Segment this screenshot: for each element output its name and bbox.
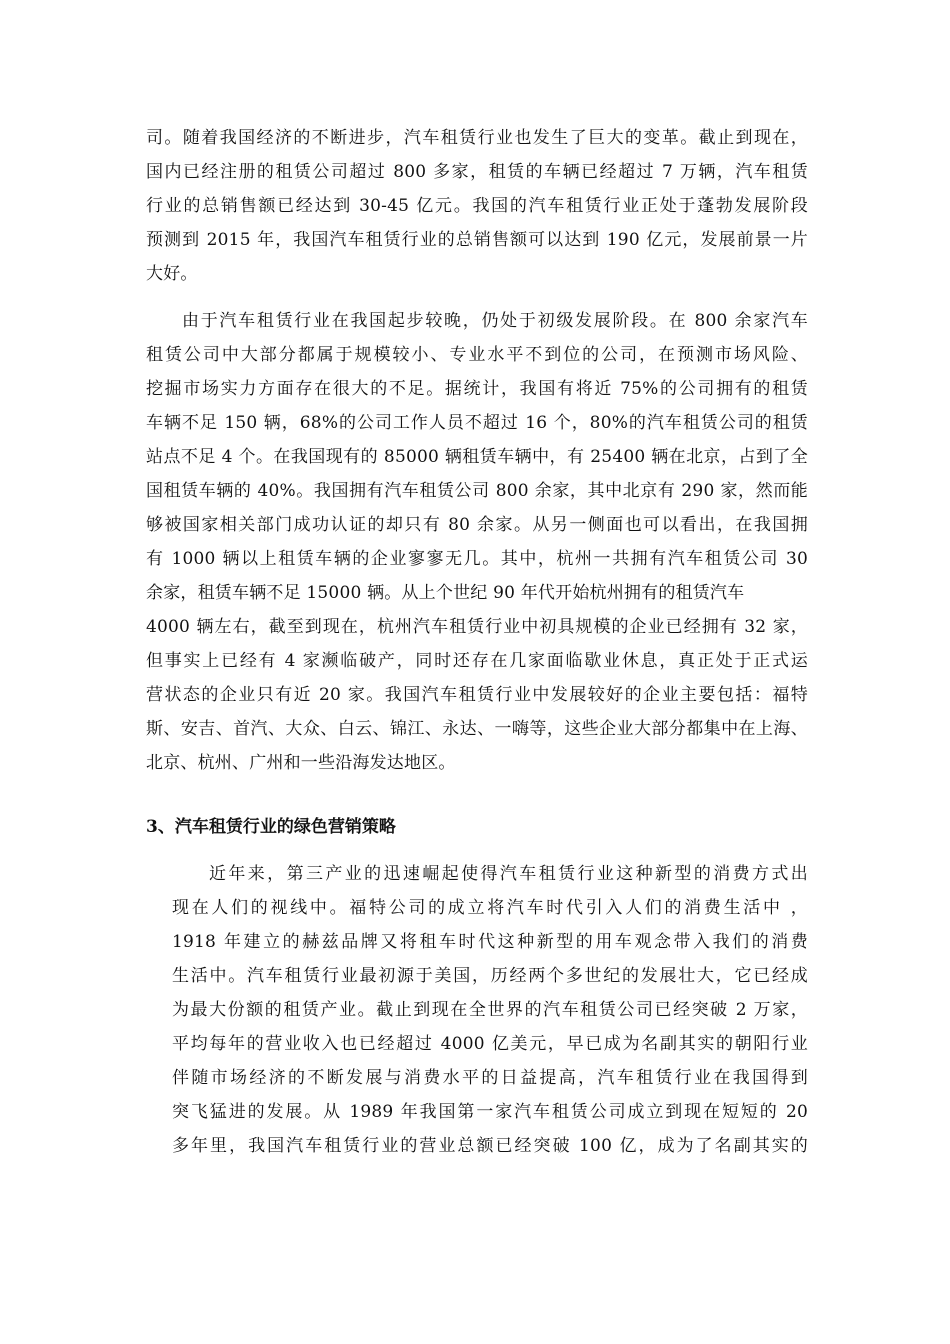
paragraph-2-line: 租赁公司中大部分都属于规模较小、专业水平不到位的公司，在预测市场风险、 xyxy=(146,345,808,365)
paragraph-2-line: 4000 辆左右，截至到现在，杭州汽车租赁行业中初具规模的企业已经拥有 32 家， xyxy=(146,617,808,637)
paragraph-2-line: 挖掘市场实力方面存在很大的不足。据统计，我国有将近 75%的公司拥有的租赁 xyxy=(146,379,808,399)
paragraph-3-line: 生活中。汽车租赁行业最初源于美国，历经两个多世纪的发展壮大，它已经成 xyxy=(172,966,808,986)
paragraph-2-line: 由于汽车租赁行业在我国起步较晚，仍处于初级发展阶段。在 800 余家汽车 xyxy=(182,311,808,331)
paragraph-2-line: 斯、安吉、首汽、大众、白云、锦江、永达、一嗨等，这些企业大部分都集中在上海、 xyxy=(146,719,808,739)
paragraph-2-line: 站点不足 4 个。在我国现有的 85000 辆租赁车辆中，有 25400 辆在北京，占到了全 xyxy=(146,447,808,467)
paragraph-2-line: 但事实上已经有 4 家濒临破产，同时还存在几家面临歇业休息，真正处于正式运 xyxy=(146,651,808,671)
paragraph-1-line: 预测到 2015 年，我国汽车租赁行业的总销售额可以达到 190 亿元，发展前景一片 xyxy=(146,230,808,250)
paragraph-2-line: 车辆不足 150 辆，68%的公司工作人员不超过 16 个，80%的汽车租赁公司的租赁 xyxy=(146,413,808,433)
paragraph-3-line: 1918 年建立的赫兹品牌又将租车时代这种新型的用车观念带入我们的消费 xyxy=(172,932,808,952)
section-heading: 3、汽车租赁行业的绿色营销策略 xyxy=(146,817,396,837)
paragraph-1-line: 司。随着我国经济的不断进步，汽车租赁行业也发生了巨大的变革。截止到现在， xyxy=(146,128,808,148)
paragraph-3-line: 近年来，第三产业的迅速崛起使得汽车租赁行业这种新型的消费方式出 xyxy=(209,864,808,884)
paragraph-3-line: 平均每年的营业收入也已经超过 4000 亿美元，早已成为名副其实的朝阳行业 xyxy=(172,1034,808,1054)
paragraph-2-line: 有 1000 辆以上租赁车辆的企业寥寥无几。其中，杭州一共拥有汽车租赁公司 30 xyxy=(146,549,808,569)
paragraph-3-line: 伴随市场经济的不断发展与消费水平的日益提高，汽车租赁行业在我国得到 xyxy=(172,1068,808,1088)
paragraph-2-line: 北京、杭州、广州和一些沿海发达地区。 xyxy=(146,753,456,773)
paragraph-2-line: 国租赁车辆的 40%。我国拥有汽车租赁公司 800 余家，其中北京有 290 家，然而能 xyxy=(146,481,808,501)
paragraph-2-line: 营状态的企业只有近 20 家。我国汽车租赁行业中发展较好的企业主要包括：福特 xyxy=(146,685,808,705)
paragraph-2-line: 余家，租赁车辆不足 15000 辆。从上个世纪 90 年代开始杭州拥有的租赁汽车 xyxy=(146,583,745,603)
paragraph-3-line: 现在人们的视线中。福特公司的成立将汽车时代引入人们的消费生活中 ， xyxy=(172,898,808,918)
paragraph-3-line: 为最大份额的租赁产业。截止到现在全世界的汽车租赁公司已经突破 2 万家， xyxy=(172,1000,808,1020)
paragraph-1-line: 行业的总销售额已经达到 30-45 亿元。我国的汽车租赁行业正处于蓬勃发展阶段 xyxy=(146,196,808,216)
paragraph-3-line: 突飞猛进的发展。从 1989 年我国第一家汽车租赁公司成立到现在短短的 20 xyxy=(172,1102,808,1122)
paragraph-1-line: 大好。 xyxy=(146,264,198,284)
paragraph-3-line: 多年里，我国汽车租赁行业的营业总额已经突破 100 亿，成为了名副其实的 xyxy=(172,1136,808,1156)
paragraph-1-line: 国内已经注册的租赁公司超过 800 多家，租赁的车辆已经超过 7 万辆，汽车租赁 xyxy=(146,162,808,182)
paragraph-2-line: 够被国家相关部门成功认证的却只有 80 余家。从另一侧面也可以看出，在我国拥 xyxy=(146,515,808,535)
